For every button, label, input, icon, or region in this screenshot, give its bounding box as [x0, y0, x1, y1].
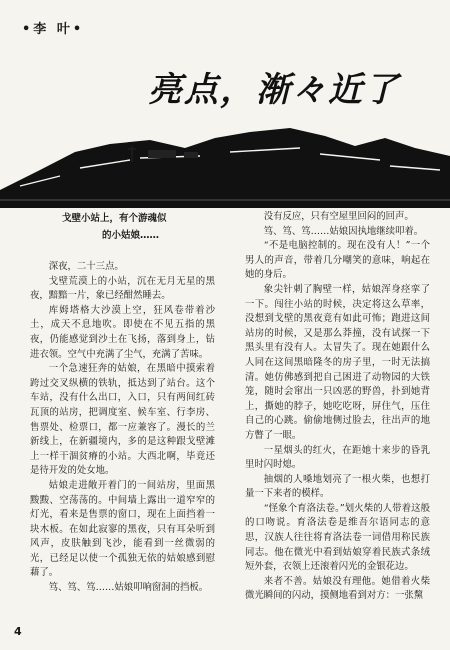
body-paragraph: 一个急速狂奔的姑娘，在黑暗中摸索着跨过交叉纵横的铁轨，抵达到了站台。这个车站，没有什么出口，入口，只有两间红砖瓦顶的站房，把调度室、候车室、行李房、售票处、检票口，都一应兼容了。漫长的兰新线上，在新疆境内，多的是这种跟戈壁滩上一样干涸贫瘠的小站。大西北啊，毕竟还是待开发的处女地。 — [30, 363, 215, 477]
mountain-ridge — [0, 128, 450, 208]
author-name: •李 叶• — [22, 22, 85, 37]
body-paragraph: 象尖针刺了胸壁一样，姑娘浑身痉挛了一下。闯往小站的时候，决定将这么草率，没想到戈壁的黑夜竟有如此可怖；跑进这间站房的时候，又是那么莽撞，没有试探一下黑头里有没有人。太冒失了。现在她跟什么人同在这间黑暗隆冬的房子里，一时无法搞清。她仿佛感到把自己困进了动物园的大铁笼，随时会窜出一只凶恶的野兽，扑到她背上，撕她的脖子，她吃吃呀，屏住气，压住自己的心跳。偷偷地侧过脸去，往出声的地方瞥了一眼。 — [245, 283, 430, 441]
body-paragraph: 库姆塔格大沙漠上空，狂风卷带着沙土，成天不息地吹。即使在不见五指的黑夜，仍能感觉到沙土在飞扬，落到身上，钻进衣领。空气中充满了尘气，充满了苦味。 — [30, 304, 215, 360]
body-paragraph: 没有反应，只有空屋里回闷的回声。 — [263, 211, 414, 222]
body-paragraph: 戈壁荒漠上的小站，沉在无月无星的黑夜，黯黯一片，象已经酣然睡去。 — [30, 275, 215, 302]
epigraph — [62, 210, 215, 244]
body-paragraph: “不是电脑控制的。现在没有人！”一个男人的声音，带着几分嘲笑的意味，响起在她的身后。 — [245, 240, 430, 281]
station-house-icon-2 — [184, 152, 198, 158]
epigraph-line: 的小姑娘…… — [102, 230, 160, 241]
body-paragraph: 姑娘走进敞开着门的一间站房，里面黑黢黢、空荡荡的。中间墙上露出一道窄窄的灯光，看来是售票的窗口，现在上面挡着一块木板。在如此寂寥的黑夜，只有耳朵听到风声，皮肤触到飞沙，能看到一丝微弱的光，已经足以使一个孤独无依的姑娘感到慰藉了。 — [30, 479, 215, 579]
body-paragraph: 抽烟的人嗓地划亮了一根火柴，也想打量一下来者的模样。 — [245, 473, 430, 500]
body-paragraph: 来者不善。姑娘没有理他。她借着火柴微光瞬间的闪动，摸侧地看到对方：一张黧 — [245, 575, 430, 602]
left-column — [30, 210, 215, 596]
epigraph-line: 戈壁小站上，有个游魂似 — [62, 213, 167, 224]
body-paragraph: 笃、笃、笃……姑娘叩响窗洞的挡板。 — [48, 582, 209, 594]
body-paragraph: 笃、笃、笃……姑娘因执地继续叩着。 — [263, 225, 424, 237]
body-paragraph: 深夜，二十三点。 — [48, 261, 124, 272]
body-paragraph: 一星烟头的红火，在距她十来步的昏乳里时闪时熄。 — [245, 444, 430, 471]
header-illustration — [0, 108, 450, 208]
right-column — [245, 210, 430, 604]
body-paragraph: “怪象个育洛法卷。”划火柴的人带着这般的口吻说。育洛法卷是维吾尔语同志的意思，汉族人往往将育洛法卷一词借用称民族同志。他在微光中看到姑娘穿着民族式条绒短外套，衣领上还滚着闪光的金银花边。 — [245, 502, 430, 573]
page-number: 4 — [14, 625, 22, 638]
story-title: 亮点，渐々近了 — [148, 70, 400, 110]
station-house-icon — [148, 150, 176, 158]
